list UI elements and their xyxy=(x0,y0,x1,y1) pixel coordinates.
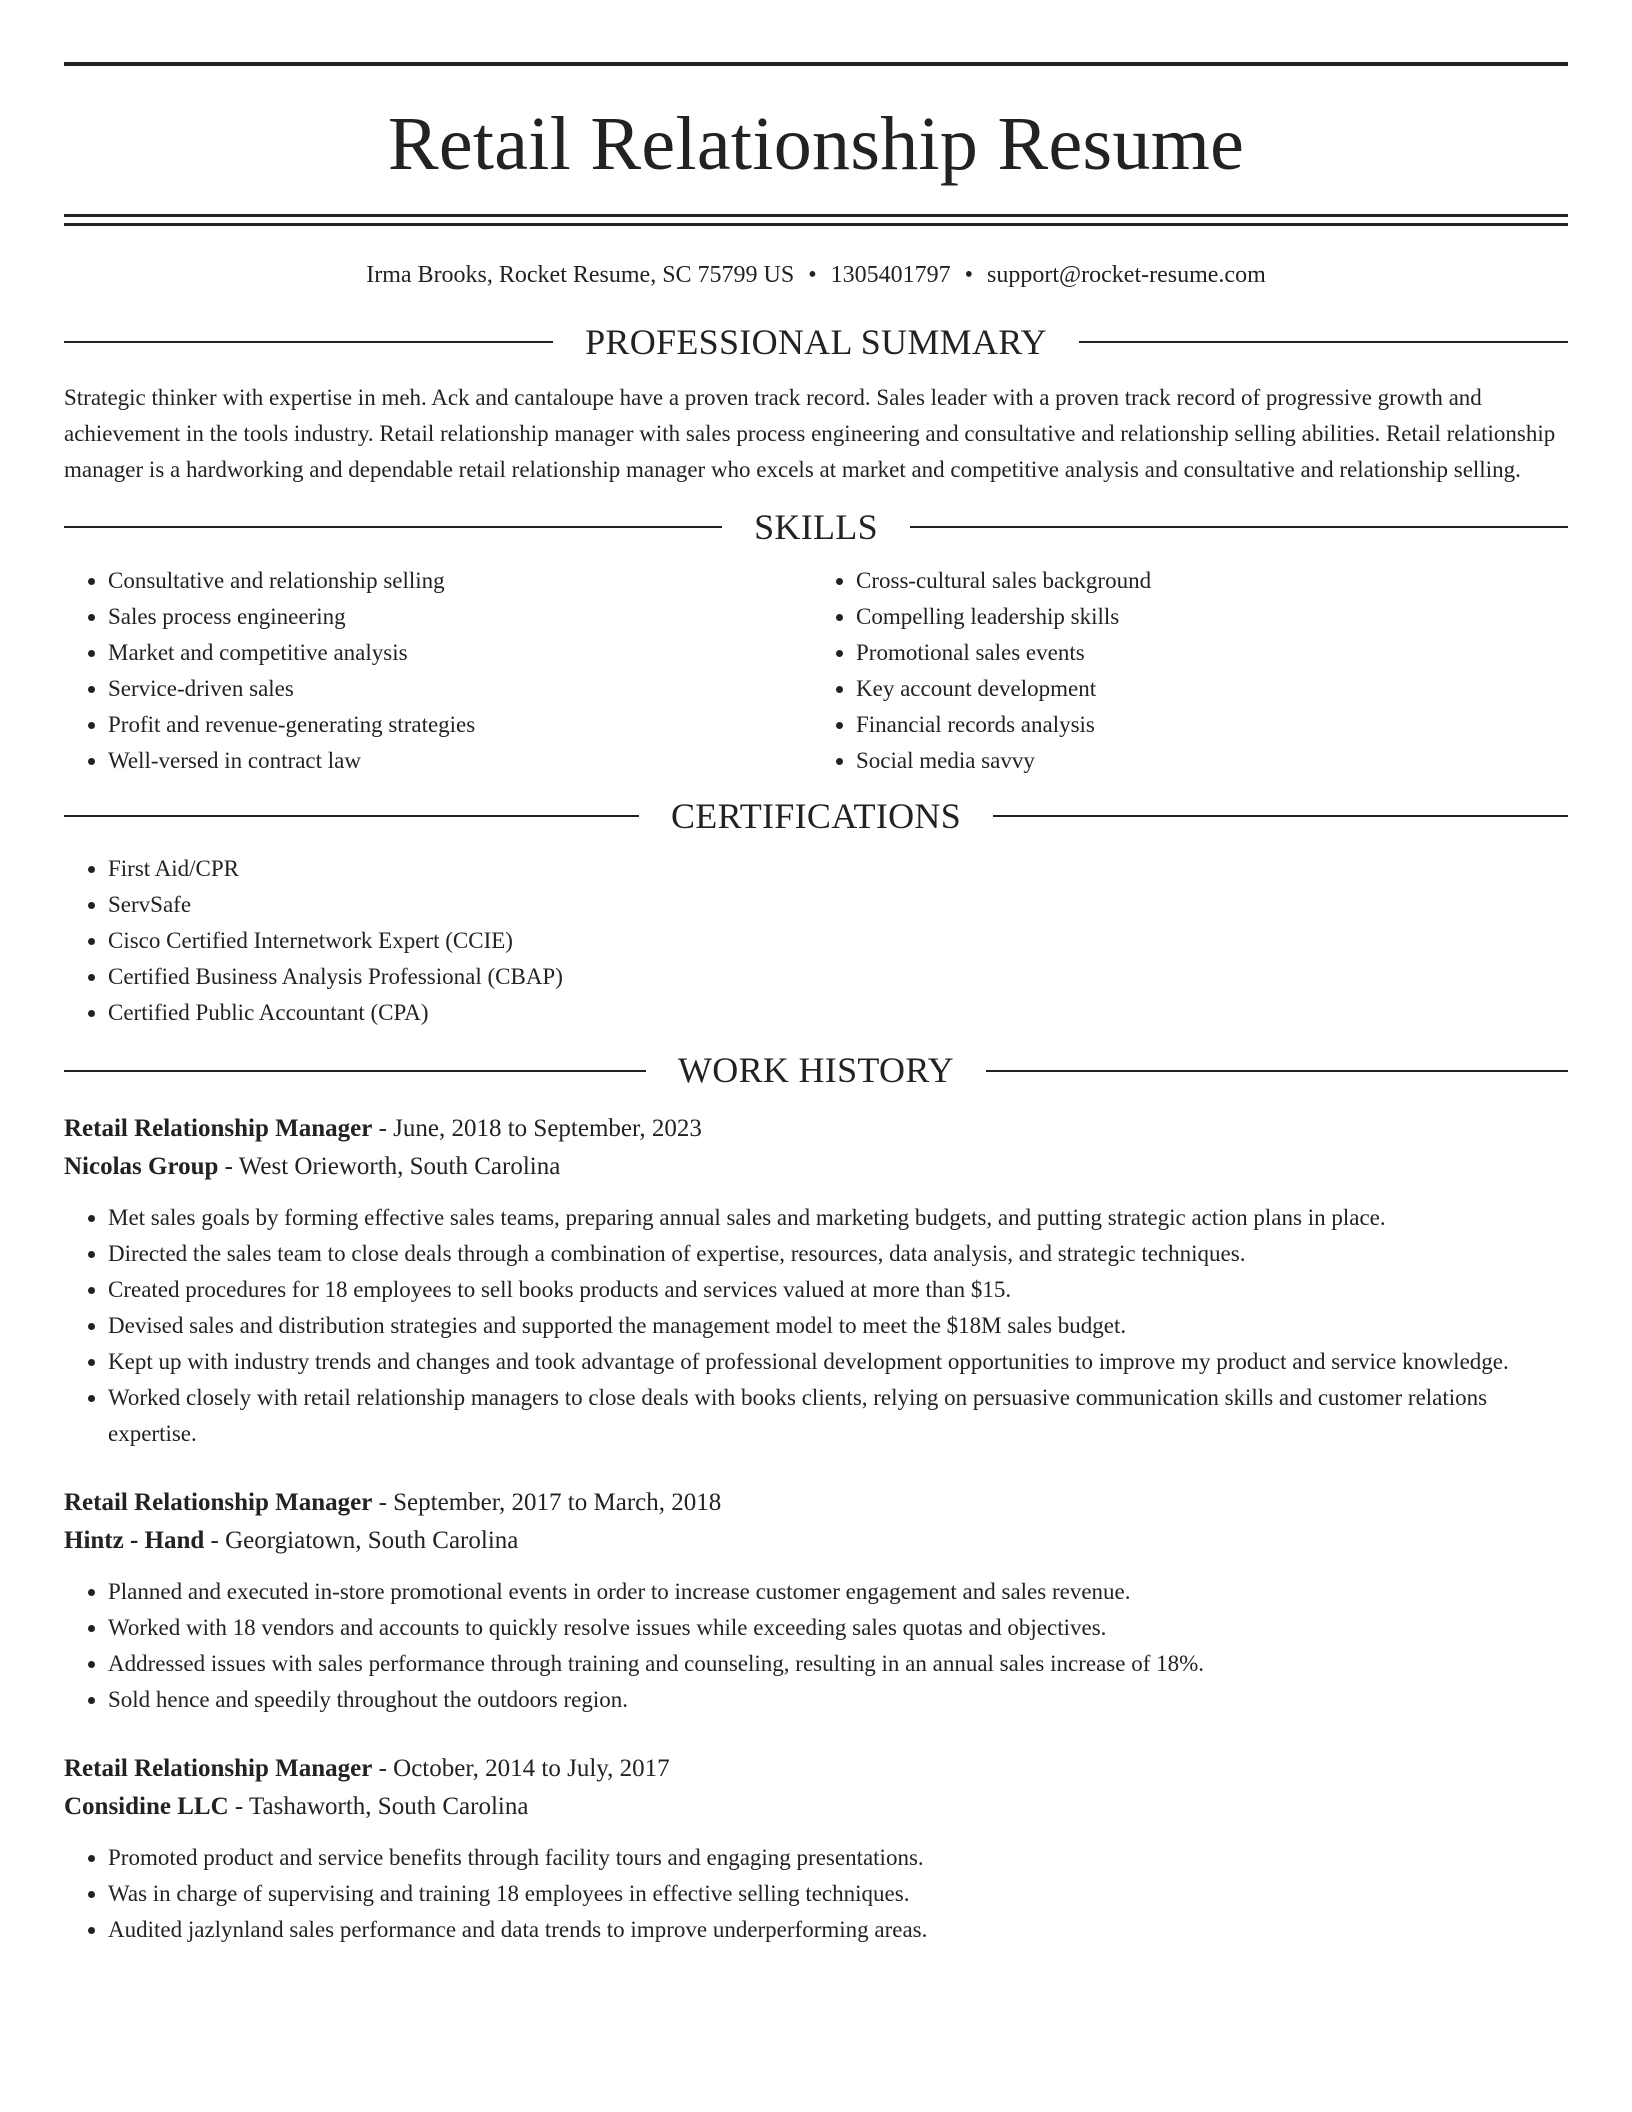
skill-item: • Well-versed in contract law xyxy=(108,743,820,779)
job-bullets xyxy=(64,1574,1568,1718)
job-bullet: • Worked closely with retail relationship managers to close deals with books clients, relying on persuasive communication skills and customer relations expertise. xyxy=(108,1380,1568,1452)
job-location: - West Orieworth, South Carolina xyxy=(218,1153,561,1181)
section-title-certifications: CERTIFICATIONS xyxy=(670,795,962,836)
job-bullet: • Directed the sales team to close deals through a combination of expertise, resources, data analysis, and strategic techniques. xyxy=(108,1236,1568,1272)
divider xyxy=(993,815,1568,817)
skills-list-right xyxy=(820,563,1568,779)
divider xyxy=(1079,341,1568,343)
skill-item: • Compelling leadership skills xyxy=(856,599,1568,635)
resume-title: Retail Relationship Resume xyxy=(387,102,1245,186)
certification-item: • First Aid/CPR xyxy=(108,851,1568,887)
contact-separator: • xyxy=(808,262,817,288)
job-dates: - June, 2018 to September, 2023 xyxy=(372,1115,702,1143)
job-location: - Georgiatown, South Carolina xyxy=(204,1527,519,1555)
job-company-line xyxy=(64,1788,1568,1826)
job-bullet: • Sold hence and speedily throughout the outdoors region. xyxy=(108,1682,1568,1718)
top-rule xyxy=(64,62,1568,66)
certification-item: • ServSafe xyxy=(108,887,1568,923)
job-bullet: • Created procedures for 18 employees to sell books products and services valued at more than $15. xyxy=(108,1272,1568,1308)
job-bullet: • Planned and executed in-store promotional events in order to increase customer engagement and sales revenue. xyxy=(108,1574,1568,1610)
job-title-line xyxy=(64,1750,1568,1788)
section-title-work: WORK HISTORY xyxy=(678,1050,954,1091)
divider xyxy=(64,341,553,343)
skill-item: • Financial records analysis xyxy=(856,707,1568,743)
contact-separator: • xyxy=(964,262,974,288)
skill-item: • Market and competitive analysis xyxy=(108,635,820,671)
skill-item: • Cross-cultural sales background xyxy=(856,563,1568,599)
job-title: Retail Relationship Manager xyxy=(64,1489,373,1517)
job-bullet: • Was in charge of supervising and training 18 employees in effective selling techniques. xyxy=(108,1876,1568,1912)
section-title-summary: PROFESSIONAL SUMMARY xyxy=(585,322,1047,362)
section-header-certifications xyxy=(64,793,1568,840)
skill-item: • Social media savvy xyxy=(856,743,1568,779)
double-rule xyxy=(64,214,1568,226)
job-location: - Tashaworth, South Carolina xyxy=(228,1793,529,1821)
section-header-summary xyxy=(64,319,1568,366)
skill-item: • Consultative and relationship selling xyxy=(108,563,820,599)
job-entry xyxy=(64,1750,1568,1948)
summary-text: Strategic thinker with expertise in meh. Ack and cantaloupe have a proven track record. Sales leader with a proven track record of progressive growth and achievement in the tools industry. Retail relationship manager with sales process engineering and consultative and relationship selling abilities. Retail relationship manager is a hardworking and dependable retail relationship manager who excels at market and competitive analysis and consultative and relationship selling. xyxy=(64,384,1556,482)
job-bullet: • Worked with 18 vendors and accounts to quickly resolve issues while exceeding sales quotas and objectives. xyxy=(108,1610,1568,1646)
job-bullet: • Kept up with industry trends and changes and took advantage of professional development opportunities to improve my product and service knowledge. xyxy=(108,1344,1568,1380)
divider xyxy=(986,1070,1568,1072)
job-dates: - October, 2014 to July, 2017 xyxy=(372,1755,670,1783)
contact-address: Irma Brooks, Rocket Resume, SC 75799 US xyxy=(366,262,795,288)
job-title-line xyxy=(64,1110,1568,1148)
job-entry xyxy=(64,1110,1568,1452)
job-company-line xyxy=(64,1522,1568,1560)
skills-columns xyxy=(64,563,1568,779)
divider xyxy=(910,526,1568,528)
job-bullet: • Addressed issues with sales performance through training and counseling, resulting in an annual sales increase of 18%. xyxy=(108,1646,1568,1682)
divider xyxy=(64,1070,646,1072)
job-dates: - September, 2017 to March, 2018 xyxy=(372,1489,722,1517)
certifications-list xyxy=(64,851,1568,1031)
section-header-skills xyxy=(64,504,1568,551)
job-bullet: • Met sales goals by forming effective sales teams, preparing annual sales and marketing budgets, and putting strategic action plans in place. xyxy=(108,1200,1568,1236)
section-title-skills: SKILLS xyxy=(754,506,878,547)
certification-item: • Cisco Certified Internetwork Expert (CCIE) xyxy=(108,923,1568,959)
certification-item: • Certified Business Analysis Professional (CBAP) xyxy=(108,959,1568,995)
skills-list-left xyxy=(64,563,820,779)
work-history xyxy=(64,1110,1568,1948)
contact-line xyxy=(64,262,1568,289)
job-company-line xyxy=(64,1148,1568,1186)
contact-email[interactable]: support@rocket-resume.com xyxy=(987,262,1266,288)
job-bullet: • Promoted product and service benefits through facility tours and engaging presentations. xyxy=(108,1840,1568,1876)
certification-item: • Certified Public Accountant (CPA) xyxy=(108,995,1568,1031)
skill-item: • Profit and revenue-generating strategies xyxy=(108,707,820,743)
section-header-work xyxy=(64,1047,1568,1094)
skill-item: • Service-driven sales xyxy=(108,671,820,707)
job-company: Hintz - Hand xyxy=(64,1527,205,1555)
job-bullet: • Devised sales and distribution strategies and supported the management model to meet the $18M sales budget. xyxy=(108,1308,1568,1344)
job-company: Considine LLC xyxy=(64,1793,229,1821)
skill-item: • Sales process engineering xyxy=(108,599,820,635)
job-title: Retail Relationship Manager xyxy=(64,1115,373,1143)
job-bullet: • Audited jazlynland sales performance and data trends to improve underperforming areas. xyxy=(108,1912,1568,1948)
job-company: Nicolas Group xyxy=(64,1153,219,1181)
job-title: Retail Relationship Manager xyxy=(64,1755,373,1783)
contact-phone: 1305401797 xyxy=(830,262,951,288)
divider xyxy=(64,815,639,817)
skill-item: • Key account development xyxy=(856,671,1568,707)
job-bullets xyxy=(64,1200,1568,1452)
job-entry xyxy=(64,1484,1568,1718)
job-bullets xyxy=(64,1840,1568,1948)
skill-item: • Promotional sales events xyxy=(856,635,1568,671)
job-title-line xyxy=(64,1484,1568,1522)
divider xyxy=(64,526,722,528)
